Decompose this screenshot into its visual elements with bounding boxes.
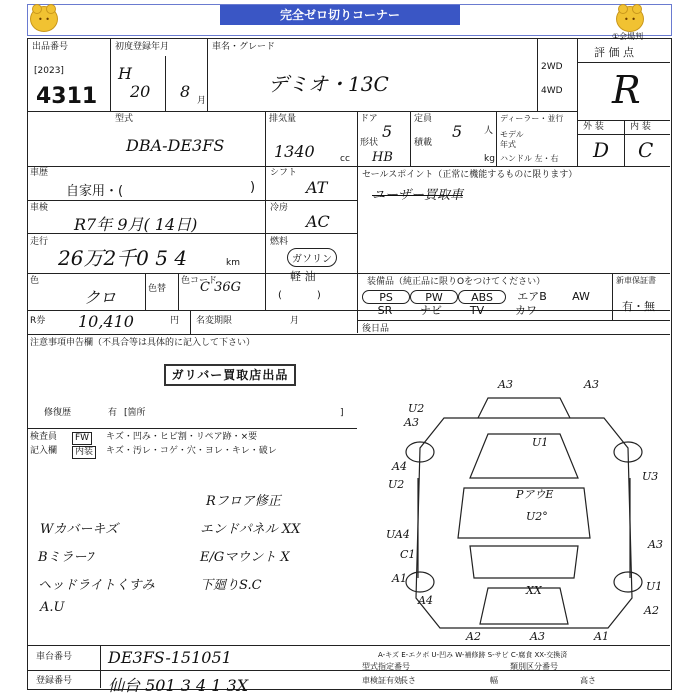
expire-label: 車検証有効	[362, 676, 402, 685]
remark-right-1: エンドパネル XX	[200, 522, 301, 537]
ac-value: AC	[306, 212, 330, 231]
diagram-label: U2°	[526, 510, 548, 523]
chassis-value: DE3FS-151051	[108, 648, 232, 667]
r-label: R券	[30, 316, 46, 326]
diagram-label: U2	[388, 478, 405, 491]
equipment-item: PS	[362, 290, 410, 304]
reg-label: 登録番号	[36, 676, 73, 686]
divider	[612, 273, 613, 320]
divider	[410, 111, 411, 166]
registration-month: 8	[180, 82, 191, 101]
warranty-label: 新車保証書	[616, 276, 656, 285]
diagram-legend: A-キズ E-エクボ U-凹み W-補修跡 S-サビ C-腐食 XX-交換済	[378, 651, 568, 659]
diagram-label: A3	[404, 416, 419, 429]
divider	[27, 166, 670, 167]
registration-label: 初度登録年月	[115, 42, 170, 52]
r-unit: 円	[170, 316, 180, 326]
equipment-item: SR	[377, 304, 393, 317]
chassis-label: 車台番号	[36, 652, 73, 662]
ac-label: 冷房	[270, 203, 289, 213]
diagram-label: UA4	[386, 528, 410, 541]
doors-label: ドア	[360, 114, 378, 124]
lot-number: 4311	[36, 84, 98, 109]
remark-left-2: ヘッドライトくすみ	[38, 578, 155, 593]
wheel-group	[406, 442, 642, 592]
color-value: クロ	[84, 288, 117, 307]
fuel-gas: ガソリン	[287, 248, 337, 267]
diagram-label: A1	[392, 572, 407, 585]
sales-points-label: セールスポイント（正常に機能するものに限ります）	[362, 170, 578, 180]
width-label: 幅	[490, 676, 498, 685]
divider	[577, 38, 578, 166]
vehicle-name-label: 車名・グレード	[212, 42, 276, 52]
divider	[27, 428, 357, 429]
diagram-label: A3	[648, 538, 663, 551]
diagram-label: A2	[466, 630, 481, 643]
history-close: )	[250, 180, 256, 195]
repair-close: ]	[340, 408, 344, 418]
warranty-value: 有・無	[622, 300, 655, 313]
length-label: 長さ	[400, 676, 416, 685]
rear-seat-label: 後日品	[362, 324, 390, 334]
vehicle-name: デミオ・13C	[268, 72, 389, 96]
capacity-label: 定員	[414, 114, 433, 124]
displacement-unit: cc	[340, 154, 350, 164]
name-change-label: 名変期限	[196, 316, 233, 326]
remark-left-0: Wカバーキズ	[40, 522, 119, 537]
remark-right-3: 下廻りS.C	[200, 578, 262, 593]
equipment-item: AW	[572, 290, 590, 303]
inspection-value: R7年 9月( 14日)	[74, 215, 198, 234]
divider	[624, 120, 625, 166]
color-code-label: 色コード	[181, 276, 218, 286]
remark-left-3: A.U	[40, 600, 65, 615]
divider	[537, 38, 538, 111]
mileage-value: 26万2千0 5 4	[58, 246, 188, 270]
divider	[577, 62, 670, 63]
divider	[27, 111, 577, 112]
divider	[100, 645, 101, 688]
divider	[496, 111, 497, 166]
diagram-label: PアウE	[516, 488, 554, 501]
r-value: 10,410	[78, 312, 134, 331]
car-outline	[416, 398, 632, 628]
diagram-label: A2	[644, 604, 659, 617]
fuel-diesel: 軽 油	[290, 270, 316, 283]
car-diagram	[378, 378, 670, 646]
color-swap-label: 色替	[148, 284, 167, 294]
page-title: 完全ゼロ切りコーナー	[220, 5, 460, 25]
equipment-label: 装備品（純正品に限りOをつけてください）	[367, 277, 546, 287]
fw-label: FW	[72, 432, 92, 445]
divider	[265, 111, 266, 166]
mileage-label: 走行	[30, 237, 49, 247]
mascot-right-icon: • •	[616, 6, 644, 32]
caution-label: 注意事項申告欄（不具合等は具体的に記入して下さい）	[30, 338, 256, 348]
int-items: キズ・汚レ・コゲ・穴・ヨレ・キレ・破レ	[106, 446, 277, 456]
mileage-unit: km	[226, 258, 240, 268]
fuel-label: 燃料	[270, 237, 289, 247]
displacement-value: 1340	[274, 142, 315, 161]
interior-label: 内 装	[630, 122, 651, 132]
divider	[178, 273, 179, 310]
diagram-label: A3	[584, 378, 599, 391]
diagram-label: U3	[642, 470, 659, 483]
fuel-paren: ( )	[278, 290, 321, 301]
drive-2wd: 2WD	[541, 62, 563, 72]
model-value: DBA-DE3FS	[126, 136, 225, 155]
divider	[27, 670, 670, 671]
registration-era: H	[118, 64, 132, 83]
divider	[357, 273, 670, 274]
equipment-item: TV	[469, 304, 485, 317]
divider	[27, 200, 357, 201]
capacity-unit: 人	[484, 126, 494, 136]
divider	[357, 320, 670, 321]
divider	[145, 273, 146, 310]
registration-year: 20	[130, 82, 151, 101]
diagram-label: A4	[392, 460, 407, 473]
equipment-grid	[362, 290, 608, 318]
model-year-label: モデル年式	[500, 130, 524, 149]
shift-value: AT	[306, 178, 328, 197]
diagram-label: A1	[594, 630, 609, 643]
divider	[190, 310, 191, 334]
equipment-item: PW	[410, 290, 458, 304]
equipment-item: ABS	[458, 290, 506, 304]
handle-label: ハンドル 左・右	[500, 154, 559, 163]
capacity-value: 5	[452, 122, 463, 141]
inspector-label-2: 記入欄	[30, 446, 58, 456]
divider	[265, 166, 266, 310]
shift-label: シフト	[270, 168, 298, 178]
name-change-month: 月	[290, 316, 300, 326]
reg-value: 仙台 501 3 4 1 3X	[108, 676, 249, 695]
divider	[110, 38, 111, 111]
repair-place: [箇所	[124, 408, 146, 418]
repair-label: 修復歴	[44, 408, 72, 418]
int-label: 内装	[72, 446, 96, 459]
divider	[27, 334, 670, 335]
equipment-item: エアB	[517, 290, 547, 303]
divider	[165, 56, 166, 111]
remark-left-1: Bミラーﾌ	[38, 550, 94, 565]
dealer-stamp: ガリバー買取店出品	[164, 364, 296, 386]
fw-items: キズ・凹み・ヒビ割・リペア跡・×要	[106, 432, 258, 442]
displacement-label: 排気量	[269, 114, 297, 124]
lot-label: 出品番号	[32, 42, 69, 52]
diagram-label: A4	[418, 594, 433, 607]
remark-right-2: E/Gマウント X	[200, 550, 290, 565]
class-label: 類別区分番号	[510, 662, 558, 671]
exterior-label: 外 装	[583, 122, 604, 132]
height-label: 高さ	[580, 676, 596, 685]
venue-label: ①会場判	[612, 32, 644, 41]
equipment-item: カワ	[515, 304, 537, 317]
shape-value: HB	[372, 150, 393, 165]
diagram-label: U1	[532, 436, 549, 449]
load-unit: kg	[484, 154, 495, 164]
diagram-label: A3	[530, 630, 545, 643]
load-label: 積載	[414, 138, 433, 148]
diagram-label: C1	[400, 548, 416, 561]
drive-4wd: 4WD	[541, 86, 563, 96]
color-label: 色	[30, 276, 40, 286]
model-label: 型式	[115, 114, 134, 124]
lot-year: [2023]	[34, 66, 64, 76]
registration-month-unit: 月	[197, 96, 207, 106]
type-label: 型式指定番号	[362, 662, 410, 671]
history-value: 自家用・(	[66, 184, 124, 199]
interior-grade: C	[638, 138, 654, 162]
shape-label: 形状	[360, 138, 379, 148]
grade-label: 評 価 点	[594, 46, 634, 59]
inspection-label: 車検	[30, 203, 49, 213]
remark-right-0: Rフロア修正	[206, 494, 281, 509]
history-label: 車歴	[30, 168, 49, 178]
diagram-label: U2	[408, 402, 425, 415]
diagram-label: U1	[646, 580, 663, 593]
divider	[357, 111, 358, 333]
diagram-label: XX	[526, 584, 542, 597]
equipment-item: ナビ	[420, 304, 442, 317]
dealer-label: ディーラー・並行	[500, 114, 564, 123]
color-code-value: C 36G	[200, 280, 242, 295]
diagram-label: A3	[498, 378, 513, 391]
repair-value: 有	[108, 408, 118, 418]
inspector-label-1: 検査員	[30, 432, 58, 442]
doors-value: 5	[382, 122, 393, 141]
divider	[207, 38, 208, 111]
grade-score: R	[612, 68, 641, 112]
sales-points-value: ユーザー買取車	[372, 188, 464, 203]
exterior-grade: D	[593, 138, 610, 162]
mascot-left-icon: • •	[30, 6, 58, 32]
